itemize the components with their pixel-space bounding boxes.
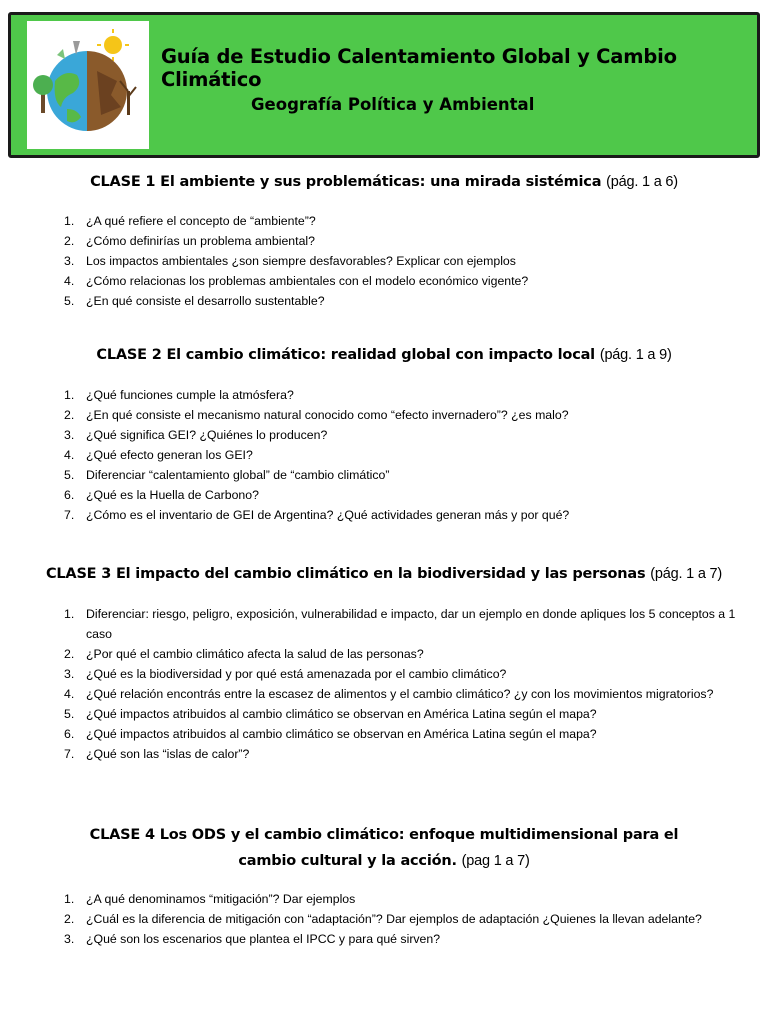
question-text: ¿Cómo relacionas los problemas ambientales con el modelo económico vigente?	[86, 274, 529, 288]
section-3-title: CLASE 3 El impacto del cambio climático en la biodiversidad y las personas	[45, 566, 646, 582]
item-number: 5.	[64, 468, 75, 482]
item-number: 5.	[64, 707, 75, 721]
question-text: ¿A qué refiere el concepto de “ambiente”?	[86, 214, 316, 228]
section-2-heading	[0, 347, 768, 363]
question-text: ¿Qué efecto generan los GEI?	[86, 448, 253, 462]
list-item	[64, 889, 744, 909]
list-item	[64, 465, 744, 485]
item-number: 3.	[64, 254, 75, 268]
item-number: 1.	[64, 892, 75, 906]
section-1-pages: (pág. 1 a 6)	[606, 174, 678, 190]
list-item	[64, 445, 744, 465]
list-item	[64, 425, 744, 445]
question-text: ¿Qué funciones cumple la atmósfera?	[86, 388, 294, 402]
question-text: ¿En qué consiste el desarrollo sustentable?	[86, 294, 325, 308]
item-number: 2.	[64, 408, 75, 422]
item-number: 7.	[64, 747, 75, 761]
section-1-heading	[0, 174, 768, 190]
list-item	[64, 684, 744, 704]
list-item	[64, 231, 744, 251]
list-item	[64, 604, 744, 644]
question-text: Los impactos ambientales ¿son siempre desfavorables? Explicar con ejemplos	[86, 254, 516, 268]
item-number: 3.	[64, 428, 75, 442]
item-number: 3.	[64, 667, 75, 681]
question-text: ¿Por qué el cambio climático afecta la salud de las personas?	[86, 647, 424, 661]
section-1-title: CLASE 1 El ambiente y sus problemáticas: una mirada sistémica	[90, 174, 602, 190]
guide-title: Guía de Estudio Calentamiento Global y Cambio Climático	[161, 45, 677, 91]
list-item	[64, 385, 744, 405]
list-item	[64, 664, 744, 684]
item-number: 1.	[64, 388, 75, 402]
item-number: 7.	[64, 508, 75, 522]
question-text: ¿A qué denominamos “mitigación”? Dar ejemplos	[86, 892, 356, 906]
list-item	[64, 744, 744, 764]
question-text: ¿Qué impactos atribuidos al cambio climático se observan en América Latina según el mapa?	[86, 727, 597, 741]
section-3-pages: (pág. 1 a 7)	[650, 566, 723, 582]
section-4-questions	[64, 889, 744, 949]
section-2-questions	[64, 385, 744, 525]
question-text: Diferenciar: riesgo, peligro, exposición, vulnerabilidad e impacto, dar un ejemplo en donde apliques los 5 conceptos a 1 caso	[86, 607, 736, 641]
list-item	[64, 291, 744, 311]
question-text: ¿Cuál es la diferencia de mitigación con “adaptación”? Dar ejemplos de adaptación ¿Quienes la llevan adelante?	[86, 912, 702, 926]
item-number: 2.	[64, 234, 75, 248]
list-item	[64, 271, 744, 291]
list-item	[64, 909, 744, 929]
item-number: 5.	[64, 294, 75, 308]
item-number: 2.	[64, 912, 75, 926]
list-item	[64, 644, 744, 664]
item-number: 6.	[64, 727, 75, 741]
question-text: ¿Qué son los escenarios que plantea el IPCC y para qué sirven?	[86, 932, 441, 946]
question-text: ¿Qué es la Huella de Carbono?	[86, 488, 259, 502]
section-4-pages: (pag 1 a 7)	[461, 853, 530, 869]
item-number: 1.	[64, 214, 75, 228]
list-item	[64, 704, 744, 724]
item-number: 6.	[64, 488, 75, 502]
question-text: ¿Qué significa GEI? ¿Quiénes lo producen?	[86, 428, 328, 442]
guide-subtitle: Geografía Política y Ambiental	[251, 95, 535, 114]
list-item	[64, 211, 744, 231]
question-text: ¿Qué es la biodiversidad y por qué está amenazada por el cambio climático?	[86, 667, 507, 681]
section-3-questions	[64, 604, 744, 764]
question-text: ¿Cómo es el inventario de GEI de Argentina? ¿Qué actividades generan más y por qué?	[86, 508, 570, 522]
question-text: ¿En qué consiste el mecanismo natural conocido como “efecto invernadero”? ¿es malo?	[86, 408, 569, 422]
section-2-title: CLASE 2 El cambio climático: realidad global con impacto local	[96, 347, 595, 363]
question-text: ¿Qué impactos atribuidos al cambio climático se observan en América Latina según el mapa?	[86, 707, 597, 721]
item-number: 4.	[64, 448, 75, 462]
question-text: ¿Qué son las “islas de calor”?	[86, 747, 250, 761]
earth-half-green-half-dry-icon	[27, 21, 149, 149]
item-number: 4.	[64, 687, 75, 701]
list-item	[64, 251, 744, 271]
header-banner	[8, 12, 760, 158]
section-2-pages: (pág. 1 a 9)	[599, 347, 672, 363]
section-1-questions	[64, 211, 744, 311]
list-item	[64, 724, 744, 744]
section-4-heading	[64, 822, 704, 874]
list-item	[64, 405, 744, 425]
list-item	[64, 485, 744, 505]
question-text: ¿Cómo definirías un problema ambiental?	[86, 234, 315, 248]
list-item	[64, 929, 744, 949]
section-3-heading	[0, 566, 768, 582]
item-number: 1.	[64, 607, 75, 621]
question-text: Diferenciar “calentamiento global” de “cambio climático”	[86, 468, 390, 482]
question-text: ¿Qué relación encontrás entre la escasez de alimentos y el cambio climático? ¿y con los movimientos migratorios?	[86, 687, 714, 701]
earth-logo	[27, 21, 149, 149]
item-number: 4.	[64, 274, 75, 288]
item-number: 2.	[64, 647, 75, 661]
item-number: 3.	[64, 932, 75, 946]
list-item	[64, 505, 744, 525]
section-4-title: CLASE 4 Los ODS y el cambio climático: enfoque multidimensional para el cambio cultural y la acción.	[89, 827, 679, 869]
